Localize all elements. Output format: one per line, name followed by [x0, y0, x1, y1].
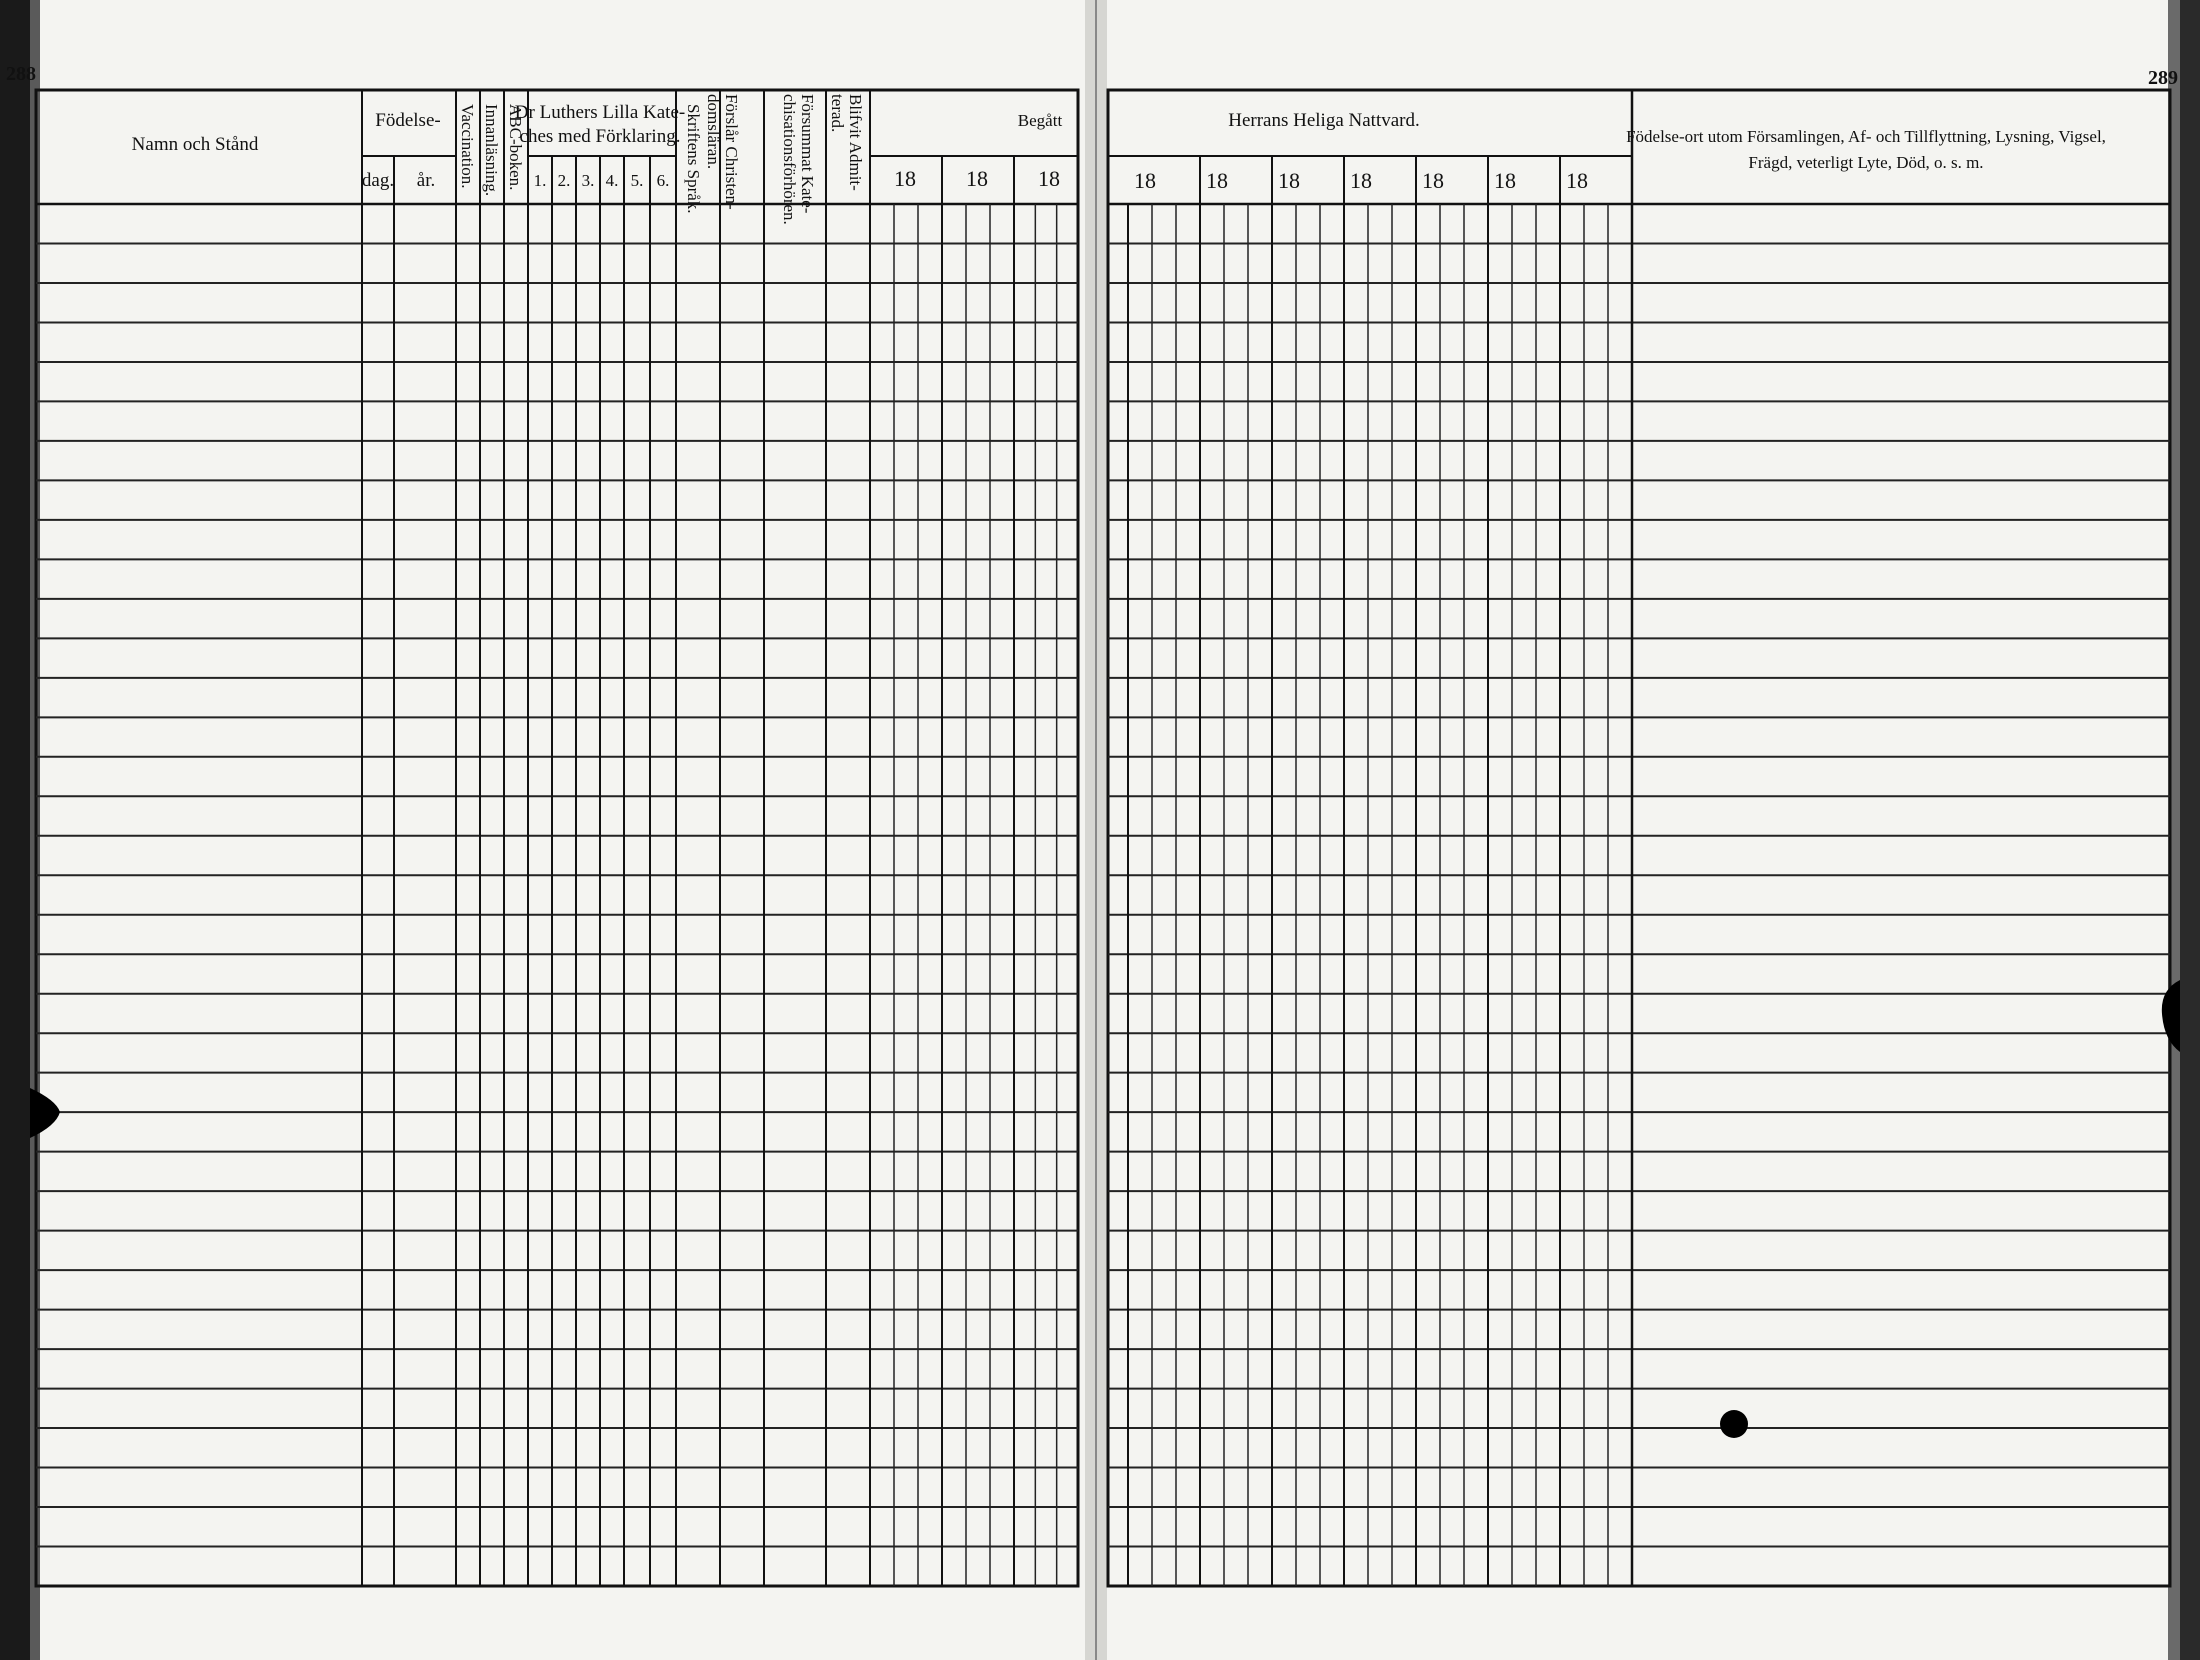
col-header-scripture: Skriftens Språk. — [684, 104, 703, 214]
communion-year-2: 18 — [1206, 168, 1228, 193]
catechism-part-5: 5. — [630, 171, 644, 190]
left-table-border — [36, 90, 1078, 1586]
page-number-left: 288 — [6, 63, 36, 85]
col-header-missed-1: Försummat Kate- — [798, 94, 817, 214]
communion-year-6: 18 — [1494, 168, 1516, 193]
catechism-part-4: 4. — [605, 171, 619, 190]
attended-year-3: 18 — [1038, 166, 1060, 191]
col-header-abc: ABC-boken. — [506, 104, 525, 191]
table-columns — [362, 90, 1632, 1586]
communion-year-7: 18 — [1566, 168, 1588, 193]
ink-blot — [1720, 1410, 1748, 1438]
page-number-right: 289 — [2148, 67, 2178, 89]
communion-year-1: 18 — [1134, 168, 1156, 193]
catechism-part-2: 2. — [557, 171, 571, 190]
col-header-birth-year: år. — [416, 170, 436, 191]
attended-year-headers — [894, 166, 1060, 191]
col-header-communion: Herrans Heliga Nattvard. — [1228, 110, 1420, 131]
catechism-part-6: 6. — [656, 171, 670, 190]
col-header-birth-day: dag. — [361, 170, 395, 191]
catechism-part-1: 1. — [533, 171, 547, 190]
col-header-catechism-1: Dr Luthers Lilla Kate- — [514, 102, 686, 123]
col-header-catechism-2: ches med Förklaring. — [519, 126, 681, 147]
left-page-edge — [0, 0, 30, 1660]
attended-year-2: 18 — [966, 166, 988, 191]
communion-year-5: 18 — [1422, 168, 1444, 193]
binding-clip-right — [2162, 980, 2180, 1052]
right-table-border — [1108, 90, 2170, 1586]
col-header-vaccination: Vaccination. — [458, 104, 477, 189]
col-header-remarks-2: Frägd, veterligt Lyte, Död, o. s. m. — [1748, 153, 1984, 172]
col-header-missed-2: chisationsförhören. — [780, 94, 799, 225]
col-header-christian-1: Förslår Christen- — [722, 94, 741, 210]
col-header-admitted-2: terad. — [828, 94, 847, 133]
col-header-remarks-1: Födelse-ort utom Församlingen, Af- och Tillflyttning, Lysning, Vigsel, — [1626, 127, 2106, 146]
col-header-attended: Begått — [1017, 111, 1063, 130]
catechism-part-3: 3. — [581, 171, 595, 190]
right-page-edge — [2180, 0, 2200, 1660]
col-header-admitted-1: Blifvit Admit- — [846, 94, 865, 191]
right-header — [1134, 110, 2106, 193]
communion-year-headers — [1134, 168, 1588, 193]
communion-year-3: 18 — [1278, 168, 1300, 193]
binding-clip-left — [30, 1088, 60, 1138]
communion-year-4: 18 — [1350, 168, 1372, 193]
col-header-reading: Innanläsning. — [482, 104, 501, 197]
col-header-christian-2: domsläran. — [704, 94, 723, 170]
attended-year-1: 18 — [894, 166, 916, 191]
col-header-birth: Födelse- — [375, 110, 441, 131]
col-header-name: Namn och Stånd — [131, 134, 259, 155]
